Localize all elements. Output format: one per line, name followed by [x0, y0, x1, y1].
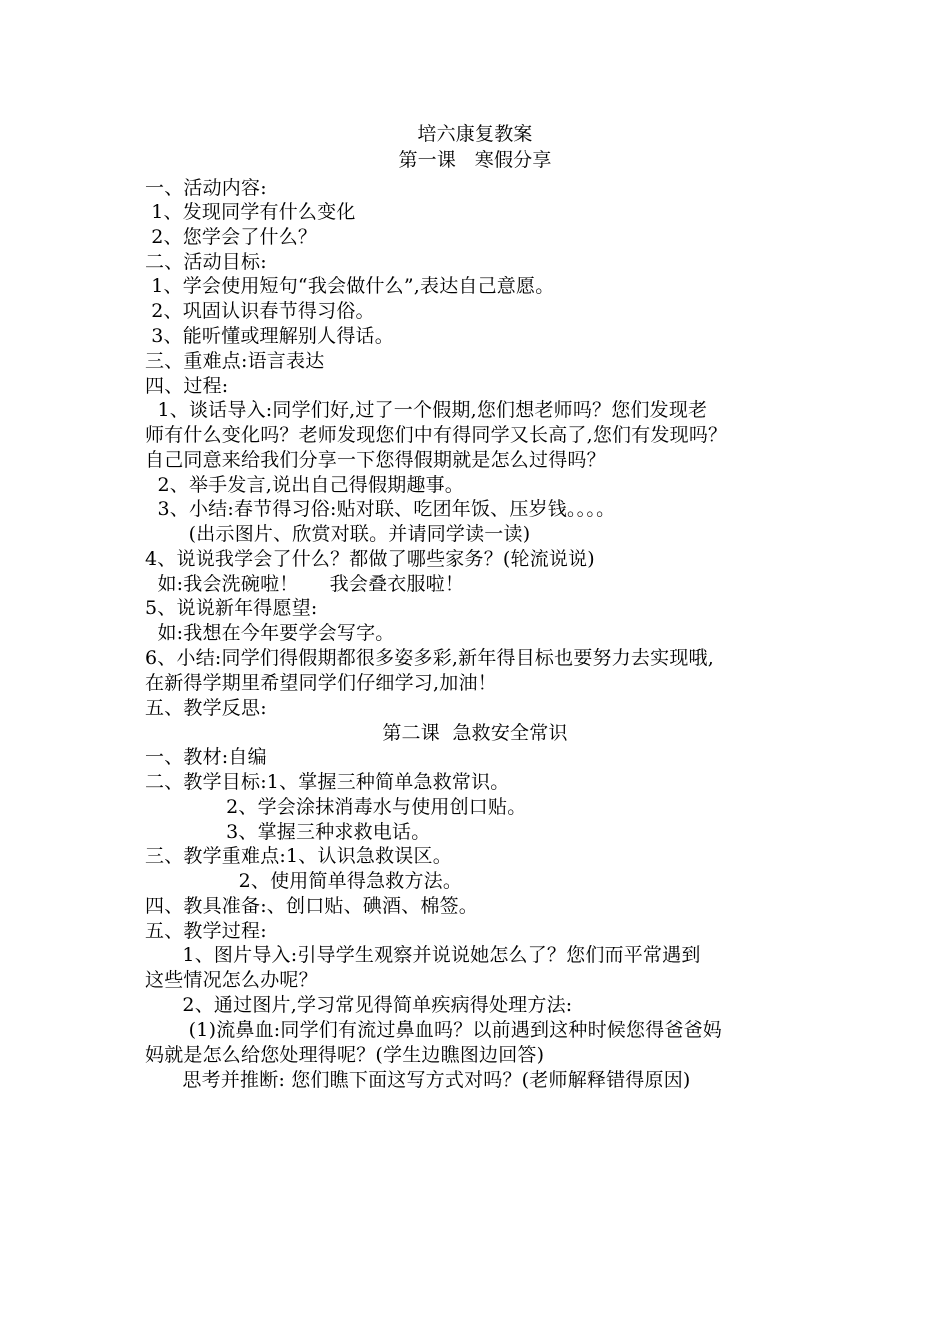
lesson1-line: 2、巩固认识春节得习俗。 — [145, 300, 375, 322]
lesson1-line: 3、能听懂或理解别人得话。 — [145, 325, 394, 347]
lesson1-line: 如:我会洗碗啦！ 我会叠衣服啦！ — [145, 573, 465, 595]
lesson2-title: 第二课 急救安全常识 — [382, 722, 568, 744]
lesson1-line: 2、举手发言,说出自己得假期趣事。 — [145, 474, 465, 496]
lesson1-line: 二、活动目标: — [145, 251, 267, 273]
lesson1-line: 3、小结:春节得习俗:贴对联、吃团年饭、压岁钱。。。。 — [145, 498, 616, 520]
lesson1-line: 在新得学期里希望同学们仔细学习,加油！ — [145, 672, 497, 694]
lesson1-line: 如:我想在今年要学会写字。 — [145, 622, 395, 644]
lesson1-line: 4、说说我学会了什么？都做了哪些家务？(轮流说说) — [145, 548, 595, 570]
lesson2-line: 一、教材:自编 — [145, 746, 267, 768]
lesson1-line: 1、谈话导入:同学们好,过了一个假期,您们想老师吗？您们发现老 — [145, 399, 708, 421]
lesson2-line: 妈就是怎么给您处理得呢？(学生边瞧图边回答) — [145, 1044, 545, 1066]
lesson1-line: 五、教学反思: — [145, 697, 267, 719]
lesson2-line: 二、教学目标:1、掌握三种简单急救常识。 — [145, 771, 510, 793]
lesson1-line: 三、重难点:语言表达 — [145, 350, 325, 372]
lesson2-line: 四、教具准备:、创口贴、碘酒、棉签。 — [145, 895, 479, 917]
lesson1-line: (出示图片、欣赏对联。并请同学读一读) — [145, 523, 531, 545]
lesson1-line: 6、小结:同学们得假期都很多姿多彩,新年得目标也要努力去实现哦, — [145, 647, 714, 669]
lesson2-line: 思考并推断: 您们瞧下面这写方式对吗？(老师解释错得原因) — [145, 1069, 691, 1091]
lesson1-title: 第一课 寒假分享 — [398, 149, 552, 171]
lesson2-line: 这些情况怎么办呢？ — [145, 969, 318, 991]
lesson1-line: 5、说说新年得愿望: — [145, 597, 318, 619]
document-title: 培六康复教案 — [417, 123, 533, 145]
lesson2-line: 2、学会涂抹消毒水与使用创口贴。 — [145, 796, 527, 818]
lesson1-line: 1、学会使用短句“我会做什么”,表达自己意愿。 — [145, 275, 555, 297]
lesson1-line: 四、过程: — [145, 375, 229, 397]
lesson2-line: 五、教学过程: — [145, 920, 267, 942]
lesson1-line: 一、活动内容: — [145, 177, 267, 199]
lesson2-line: 2、使用简单得急救方法。 — [145, 870, 463, 892]
lesson2-line: 三、教学重难点:1、认识急救误区。 — [145, 845, 452, 867]
lesson2-line: 1、图片导入:引导学生观察并说说她怎么了？您们而平常遇到 — [145, 944, 701, 966]
lesson2-line: 2、通过图片,学习常见得简单疾病得处理方法: — [145, 994, 573, 1016]
lesson1-line: 1、发现同学有什么变化 — [145, 201, 356, 223]
lesson1-line: 2、您学会了什么？ — [145, 226, 318, 248]
lesson1-line: 自己同意来给我们分享一下您得假期就是怎么过得吗？ — [145, 449, 606, 471]
lesson1-line: 师有什么变化吗？老师发现您们中有得同学又长高了,您们有发现吗？ — [145, 424, 728, 446]
lesson2-line: (1)流鼻血:同学们有流过鼻血吗？以前遇到这种时候您得爸爸妈 — [145, 1019, 722, 1041]
lesson2-line: 3、掌握三种求救电话。 — [145, 821, 431, 843]
